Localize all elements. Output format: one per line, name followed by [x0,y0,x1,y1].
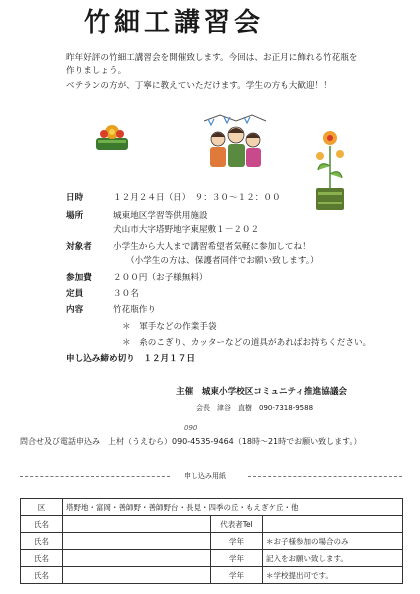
fee-value: ２００円（お子様無料） [113,273,208,283]
date-label: 日時 [66,193,84,203]
rep-tel-field[interactable] [263,516,403,533]
place-label: 場所 [66,211,84,221]
contact-info: 問合せ及び電話申込み 上村（うえむら）090-4535-9464（18時～21時でお願い致します。） [20,437,362,446]
flower-basket-icon [90,120,134,154]
name-field[interactable] [63,567,211,584]
date-value: １２月２４日（日） ９：３０～１２：００ [113,193,281,203]
people-illustration-icon [200,113,270,171]
grade-label: 学年 [211,550,263,567]
area-label: 区 [21,499,63,516]
capacity-value: ３０名 [113,289,139,299]
place-value-line-2: 犬山市大字塔野地字東屋敷１－２０２ [113,225,260,235]
name-label: 氏名 [21,567,63,584]
name-label: 氏名 [21,550,63,567]
rep-tel-label: 代表者Tel [211,516,263,533]
organizer-line: 主催 城東小学校区コミュニティ推進協議会 [176,387,348,397]
application-form [20,498,403,584]
name-field[interactable] [63,533,211,550]
form-note-2: 記入をお願い致します。 [263,550,403,567]
organizer-contact: 会長 津谷 直樹 090-7318-9588 [196,404,314,412]
page-title: 竹細工講習会 [84,8,265,38]
cut-line-left [20,476,170,477]
cut-line-right [248,476,402,477]
intro-line-1: 昨年好評の竹細工講習会を開催致します。今回は、お正月に飾れる竹花瓶を [66,53,358,63]
capacity-label: 定員 [66,289,84,299]
bamboo-vase-icon [310,126,350,216]
bring-item-2: ＊ 糸のこぎり、カッターなどの道具があればお持ちください。 [122,338,372,348]
handwritten-note: 090 [184,424,198,432]
grade-label: 学年 [211,567,263,584]
target-label: 対象者 [66,242,92,252]
deadline: 申し込み締め切り １２月１７日 [66,354,195,364]
name-label: 氏名 [21,533,63,550]
target-value-line-1: 小学生から大人まで講習希望者気軽に参加してね！ [113,242,311,252]
place-value-line-1: 城東地区学習等供用施設 [113,211,208,221]
fee-label: 参加費 [66,273,92,283]
intro-line-2: 作りましょう。 [66,66,127,76]
name-field[interactable] [63,550,211,567]
form-heading: 申し込み用紙 [184,472,226,480]
name-field[interactable] [63,516,211,533]
content-label: 内容 [66,305,84,315]
form-note-3: ＊学校提出可です。 [263,567,403,584]
grade-label: 学年 [211,533,263,550]
form-note-1: ＊お子様参加の場合のみ [263,533,403,550]
name-label: 氏名 [21,516,63,533]
area-options: 塔野地・富岡・善師野・善師野台・長見・四季の丘・もえぎケ丘・他 [63,499,403,516]
target-value-line-2: （小学生の方は、保護者同伴でお願い致します。） [126,256,319,266]
content-value: 竹花瓶作り [113,305,156,315]
intro-line-3: ベテランの方が、丁寧に教えていただけます。学生の方も大歓迎！！ [66,81,332,91]
bring-item-1: ＊ 軍手などの作業手袋 [122,322,217,332]
